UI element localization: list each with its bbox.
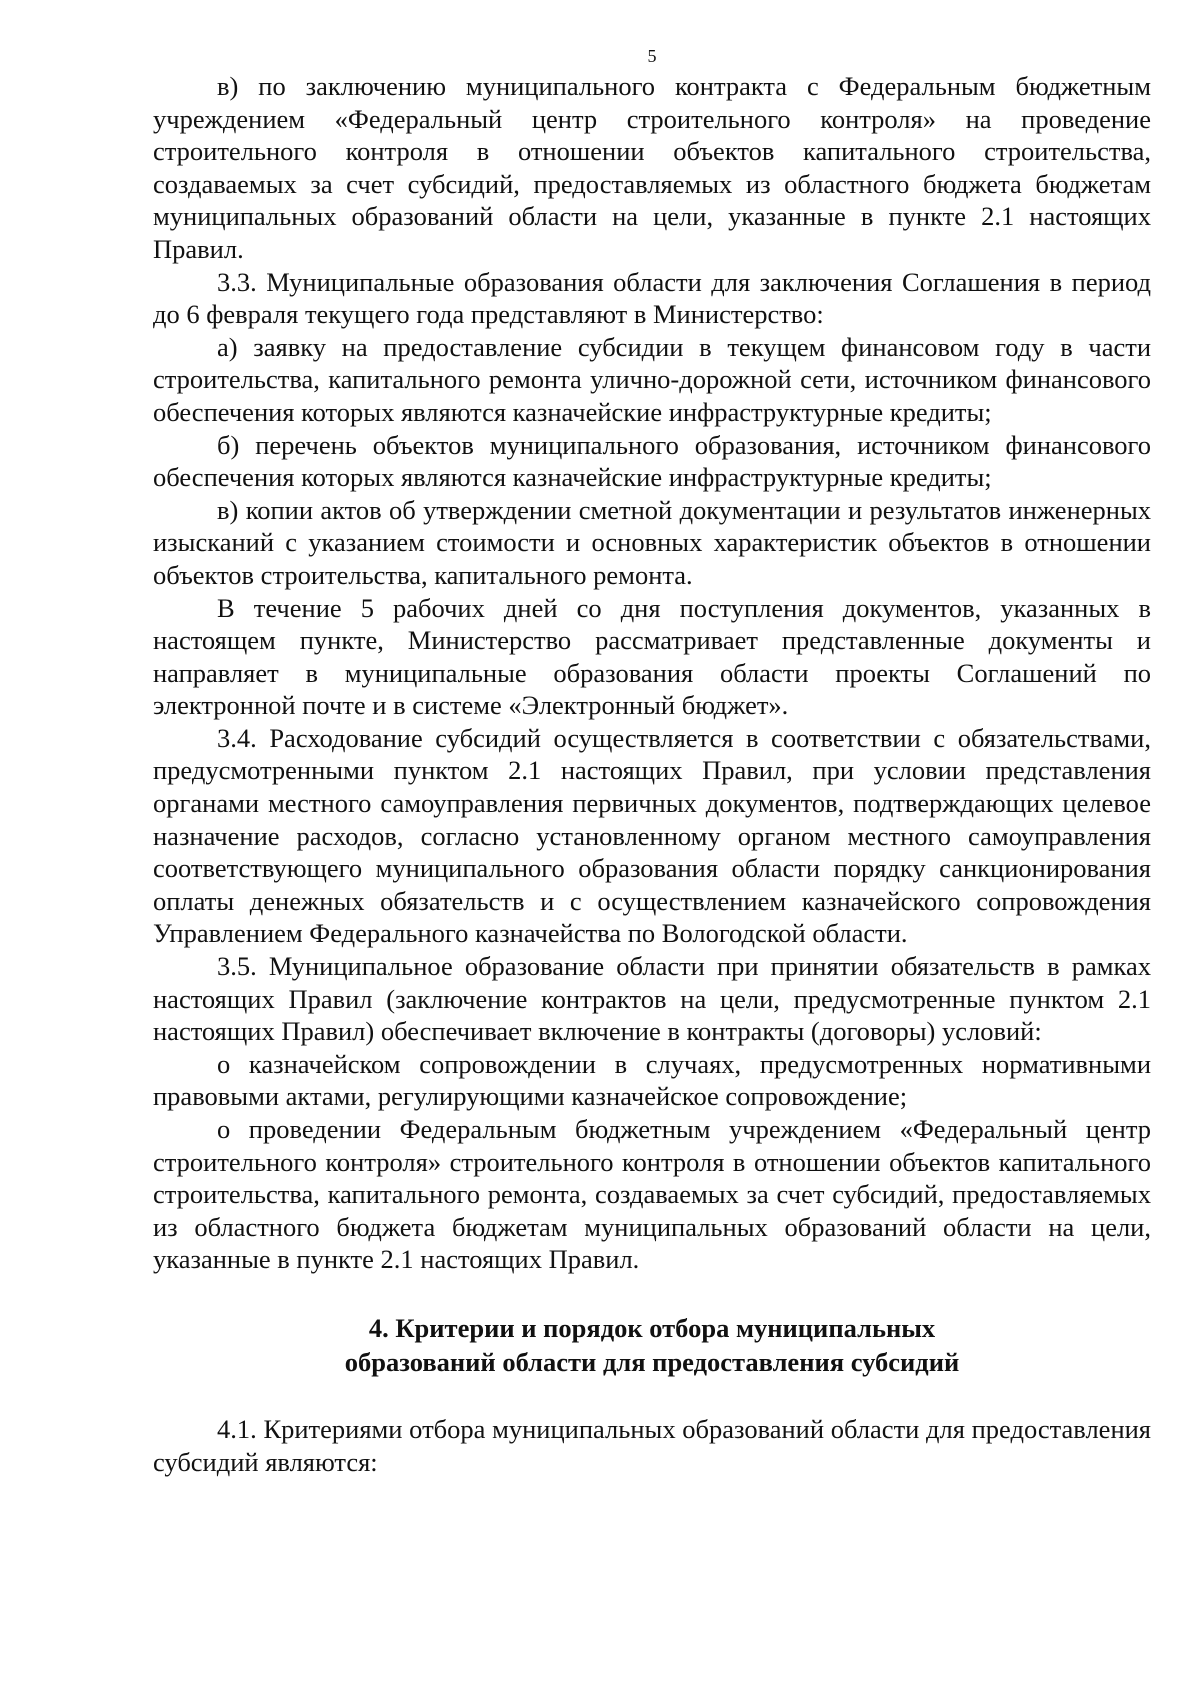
paragraph-3-5: 3.5. Муниципальное образование области при принятии обязательств в рамках настоящих Правил (заключение контрактов на цели, предусмотренные пунктом 2.1 настоящих Правил) обеспечивает включение в контракты (договоры) условий: [153, 951, 1151, 1047]
paragraph-3-2-v: в) по заключению муниципального контракта с Федеральным бюджетным учреждением «Федеральный центр строительного контроля» на проведение строительного контроля в отношении объектов капитального строительства, создаваемых за счет субсидий, предоставляемых из областного бюджета бюджетам муниципальных образований области на цели, указанные в пункте 2.1 настоящих Правил. [153, 71, 1151, 264]
section-heading-line-2: образований области для предоставления субсидий [344, 1346, 960, 1377]
paragraph-3-5-control: о проведении Федеральным бюджетным учреждением «Федеральный центр строительного контроля» строительного контроля в отношении объектов капитального строительства, капитального ремонта, создаваемых за счет субсидий, предоставляемых из областного бюджета бюджетам муниципальных образований области на цели, указанные в пункте 2.1 настоящих Правил. [153, 1114, 1151, 1275]
paragraph-3-4: 3.4. Расходование субсидий осуществляется в соответствии с обязательствами, предусмотренными пунктом 2.1 настоящих Правил, при условии представления органами местного самоуправления первичных документов, подтверждающих целевое назначение расходов, согласно установленному органом местного самоуправления соответствующего муниципального образования области порядку санкционирования оплаты денежных обязательств и с осуществлением казначейского сопровождения Управлением Федерального казначейства по Вологодской области. [153, 722, 1151, 949]
paragraph-3-3-v: в) копии актов об утверждении сметной документации и результатов инженерных изысканий с указанием стоимости и основных характеристик объектов в отношении объектов строительства, капитального ремонта. [153, 494, 1151, 590]
section-heading-line-1: 4. Критерии и порядок отбора муниципальных [368, 1312, 936, 1343]
paragraph-3-5-treasury: о казначейском сопровождении в случаях, предусмотренных нормативными правовыми актами, регулирующими казначейское сопровождение; [153, 1048, 1151, 1112]
section-heading [153, 1311, 1151, 1379]
paragraph-3-3-b: б) перечень объектов муниципального образования, источником финансового обеспечения которых являются казначейские инфраструктурные кредиты; [153, 429, 1151, 493]
page-number: 5 [647, 46, 657, 66]
paragraph-4-1: 4.1. Критериями отбора муниципальных образований области для предоставления субсидий являются: [153, 1413, 1151, 1477]
paragraph-3-3-review: В течение 5 рабочих дней со дня поступления документов, указанных в настоящем пункте, Министерство рассматривает представленные документы и направляет в муниципальные образования области проекты Соглашений по электронной почте и в системе «Электронный бюджет». [153, 592, 1151, 721]
paragraph-3-3-a: а) заявку на предоставление субсидии в текущем финансовом году в части строительства, капитального ремонта улично-дорожной сети, источником финансового обеспечения которых являются казначейские инфраструктурные кредиты; [153, 331, 1151, 427]
paragraph-3-3: 3.3. Муниципальные образования области для заключения Соглашения в период до 6 февраля текущего года представляют в Министерство: [153, 266, 1151, 330]
document-page [153, 46, 1151, 1478]
